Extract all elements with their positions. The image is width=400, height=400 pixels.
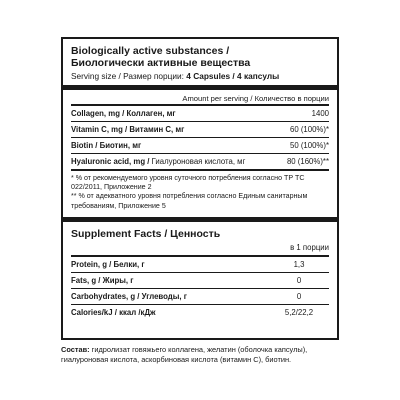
row-value: 0 (296, 275, 302, 285)
row-name (71, 308, 156, 318)
serving-prefix: Serving size / Размер порции: (71, 71, 184, 81)
serving-size (71, 71, 329, 82)
thick-divider (63, 217, 337, 222)
row-name-bold: Biotin / (71, 141, 98, 150)
row-name-rest: Жиры, г (102, 275, 134, 285)
amount-header: Amount per serving / Количество в порции (182, 94, 329, 103)
row-name-rest: Белки, г (113, 259, 145, 269)
portion-header: в 1 порции (290, 242, 329, 252)
footnotes (71, 174, 329, 214)
row-value: 0 (296, 291, 302, 301)
bas-title-en: Biologically active substances / (71, 45, 230, 57)
sf-row-fats (71, 273, 329, 288)
row-name-bold: Collagen, mg / (71, 109, 125, 118)
row-name-bold: Fats, g / (71, 275, 101, 285)
row-value: 80 (160%)** (286, 157, 329, 166)
bas-title (71, 45, 329, 69)
row-name-rest: Гиалуроновая кислота, мг (151, 157, 246, 166)
row-value: 5,2/22,2 (284, 307, 314, 317)
composition-text: гидролизат говяжьего коллагена, желатин (оболочка капсулы), гиалуроновая кислота, аскорбиновая кислота (витамин C), биотин. (61, 345, 308, 364)
composition-label: Состав: (61, 345, 90, 354)
footnote-2: ** % от адекватного уровня потребления согласно Единым санитарным требованиям, Приложение 5 (71, 192, 308, 210)
thick-divider (63, 85, 337, 90)
row-name-bold: Vitamin C, mg / (71, 125, 128, 134)
bas-title-ru: Биологически активные вещества (71, 57, 251, 69)
row-value: 60 (100%)* (289, 125, 329, 134)
sf-row-carbohydrates (71, 289, 329, 304)
row-value: 1400 (311, 109, 329, 118)
bas-row-hyaluronic (71, 154, 329, 169)
row-name (71, 109, 176, 119)
bas-row-biotin (71, 138, 329, 153)
composition (61, 345, 351, 364)
supplement-facts-title: Supplement Facts / Ценность (71, 227, 221, 240)
row-name (71, 276, 133, 286)
row-value: 1,3 (293, 259, 305, 269)
divider (71, 169, 329, 171)
bas-row-vitamin-c (71, 122, 329, 137)
row-name-rest: Витамин C, мг (129, 125, 185, 134)
nutrition-label (61, 37, 339, 340)
row-name (71, 292, 187, 302)
row-name-rest: Коллаген, мг (126, 109, 176, 118)
row-name (71, 141, 141, 151)
row-name-rest: ккал /кДж (119, 307, 156, 317)
row-name (71, 260, 145, 270)
row-name-bold: Protein, g / (71, 259, 112, 269)
serving-value: 4 Capsules / 4 капсулы (186, 71, 280, 81)
sf-row-protein (71, 257, 329, 272)
row-name (71, 157, 245, 167)
row-name-bold: Carbohydrates, g / (71, 291, 140, 301)
row-name-rest: Биотин, мг (99, 141, 142, 150)
bas-row-collagen (71, 106, 329, 121)
footnote-1: * % от рекомендуемого уровня суточного потребления согласно ТР ТС 022/2011, Приложение 2 (71, 174, 305, 192)
row-name-rest: Углеводы, г (141, 291, 187, 301)
sf-row-calories (71, 305, 329, 320)
row-name (71, 125, 184, 135)
row-name-bold: Calories/kJ / (71, 307, 117, 317)
row-name-bold: Hyaluronic acid, mg / (71, 157, 150, 166)
row-value: 50 (100%)* (289, 141, 329, 150)
